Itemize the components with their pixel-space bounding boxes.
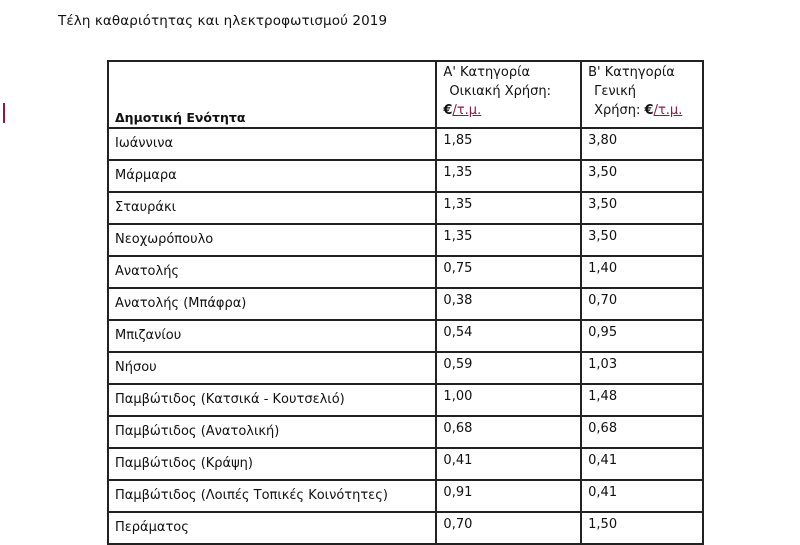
municipal-unit-cell: Παμβώτιδος (Κράψη) [108,448,436,480]
table-row [108,192,703,224]
header-a-line1: Α' Κατηγορία [443,65,531,80]
category-a-rate-cell: 0,70 [436,512,581,544]
municipal-unit-cell: Μπιζανίου [108,320,436,352]
municipal-unit-cell: Παμβώτιδος (Λοιπές Τοπικές Κοινότητες) [108,480,436,512]
category-b-rate-cell: 3,50 [581,160,703,192]
table-row [108,288,703,320]
document-title: Τέλη καθαριότητας και ηλεκτροφωτισμού 2019 [58,13,388,29]
table-row [108,128,703,160]
unit-per-sqm-link[interactable]: /τ.μ. [452,103,482,118]
municipal-unit-cell: Νεοχωρόπουλο [108,224,436,256]
category-b-rate-cell: 0,41 [581,448,703,480]
municipal-unit-cell: Παμβώτιδος (Κατσικά - Κουτσελιό) [108,384,436,416]
category-b-rate-cell: 0,95 [581,320,703,352]
category-a-rate-cell: 0,75 [436,256,581,288]
table-row [108,320,703,352]
municipal-unit-cell: Ιωάννινα [108,128,436,160]
table-row [108,160,703,192]
category-b-rate-cell: 3,80 [581,128,703,160]
table-header-row [108,61,703,128]
table-row [108,352,703,384]
header-municipal-unit: Δημοτική Ενότητα [108,61,436,128]
category-a-rate-cell: 1,00 [436,384,581,416]
municipal-unit-cell: Παμβώτιδος (Ανατολική) [108,416,436,448]
category-b-rate-cell: 0,70 [581,288,703,320]
category-a-rate-cell: 0,41 [436,448,581,480]
table-row [108,480,703,512]
municipal-unit-cell: Ανατολής [108,256,436,288]
category-b-rate-cell: 1,03 [581,352,703,384]
category-b-rate-cell: 1,40 [581,256,703,288]
category-a-rate-cell: 0,59 [436,352,581,384]
unit-per-sqm-link[interactable]: /τ.μ. [653,103,683,118]
category-a-rate-cell: 0,38 [436,288,581,320]
category-a-rate-cell: 1,35 [436,160,581,192]
category-a-rate-cell: 0,54 [436,320,581,352]
category-b-rate-cell: 3,50 [581,224,703,256]
table-row [108,416,703,448]
municipal-unit-cell: Νήσου [108,352,436,384]
municipal-unit-cell: Σταυράκι [108,192,436,224]
category-a-rate-cell: 0,68 [436,416,581,448]
header-b-line3: Χρήση: [594,103,645,118]
municipal-unit-cell: Μάρμαρα [108,160,436,192]
euro-symbol: € [443,103,453,118]
header-b-line2: Γενική [594,84,636,99]
category-b-rate-cell: 1,48 [581,384,703,416]
header-category-a [436,61,581,128]
category-a-rate-cell: 1,85 [436,128,581,160]
category-b-rate-cell: 0,68 [581,416,703,448]
header-a-line2: Οικιακή Χρήση: [449,84,551,99]
category-b-rate-cell: 0,41 [581,480,703,512]
category-b-rate-cell: 3,50 [581,192,703,224]
table-row [108,448,703,480]
tariffs-table [107,60,704,545]
table-row [108,256,703,288]
municipal-unit-cell: Περάματος [108,512,436,544]
text-cursor-marker [3,103,5,123]
table-row [108,224,703,256]
table-row [108,384,703,416]
category-a-rate-cell: 1,35 [436,192,581,224]
header-b-line1: Β' Κατηγορία [588,65,675,80]
table-row [108,512,703,544]
category-b-rate-cell: 1,50 [581,512,703,544]
header-category-b [581,61,703,128]
euro-symbol: € [644,103,654,118]
category-a-rate-cell: 0,91 [436,480,581,512]
category-a-rate-cell: 1,35 [436,224,581,256]
municipal-unit-cell: Ανατολής (Μπάφρα) [108,288,436,320]
